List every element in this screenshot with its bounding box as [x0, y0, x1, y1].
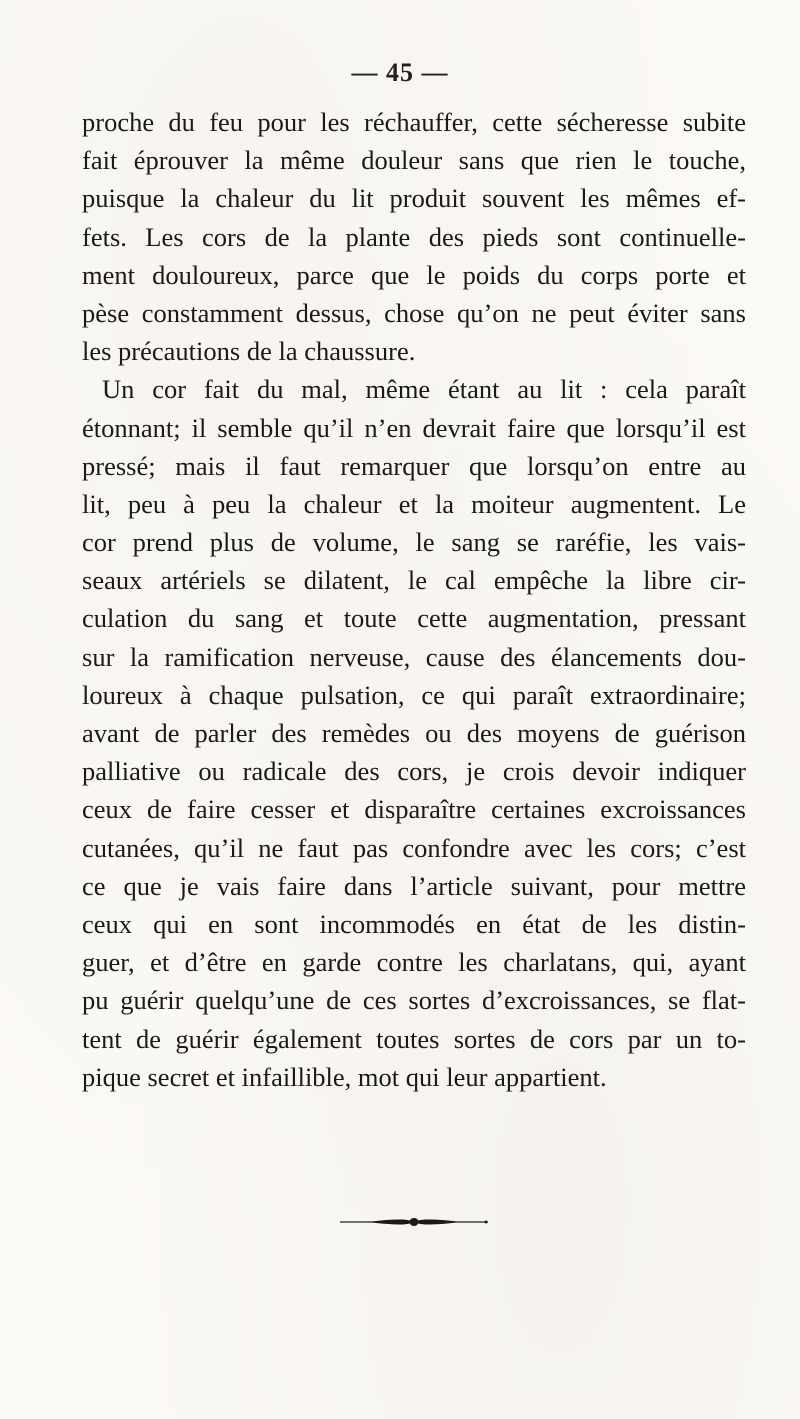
text-line: pique secret et infaillible, mot qui leur appartient.	[82, 1061, 607, 1092]
text-line: sur la ramification nerveuse, cause des élancements dou-	[82, 641, 746, 672]
text-line: ment douloureux, parce que le poids du corps porte et	[82, 259, 746, 290]
text-line: culation du sang et toute cette augmentation, pressant	[82, 603, 746, 634]
text-line: ce que je vais faire dans l’article suivant, pour mettre	[82, 870, 746, 901]
text-line: pèse constamment dessus, chose qu’on ne peut éviter sans	[82, 297, 746, 328]
text-line: les précautions de la chaussure.	[82, 336, 416, 367]
text-line: fait éprouver la même douleur sans que rien le touche,	[82, 145, 746, 176]
tail-piece-ornament-icon	[338, 1217, 490, 1227]
text-line: cor prend plus de volume, le sang se raréfie, les vais-	[82, 527, 746, 558]
text-line: cutanées, qu’il ne faut pas confondre avec les cors; c’est	[82, 832, 746, 863]
paragraph-start-line: Un cor fait du mal, même étant au lit : cela paraît	[102, 374, 746, 405]
text-line: guer, et d’être en garde contre les charlatans, qui, ayant	[82, 947, 746, 978]
page-number: — 45 —	[351, 58, 449, 87]
text-line: lit, peu à peu la chaleur et la moiteur augmentent. Le	[82, 488, 746, 519]
text-line: avant de parler des remèdes ou des moyens de guérison	[82, 718, 746, 748]
text-line: ceux qui en sont incommodés en état de les distin-	[82, 908, 746, 939]
text-line: loureux à chaque pulsation, ce qui paraît extraordinaire;	[82, 679, 746, 710]
text-line: seaux artériels se dilatent, le cal empêche la libre cir-	[82, 565, 746, 596]
text-line: puisque la chaleur du lit produit souvent les mêmes ef-	[82, 183, 746, 214]
text-line: proche du feu pour les réchauffer, cette sécheresse subite	[82, 107, 746, 137]
text-line: tent de guérir également toutes sortes de cors par un to-	[82, 1023, 746, 1054]
text-line: palliative ou radicale des cors, je crois devoir indiquer	[82, 756, 746, 787]
text-line: ceux de faire cesser et disparaître certaines excroissances	[82, 794, 746, 825]
text-line: fets. Les cors de la plante des pieds sont continuelle-	[82, 221, 746, 252]
text-line: pressé; mais il faut remarquer que lorsqu’on entre au	[82, 450, 746, 481]
body-text	[82, 103, 746, 1096]
text-line: pu guérir quelqu’une de ces sortes d’excroissances, se flat-	[82, 985, 746, 1016]
text-line: étonnant; il semble qu’il n’en devrait faire que lorsqu’il est	[82, 412, 746, 443]
